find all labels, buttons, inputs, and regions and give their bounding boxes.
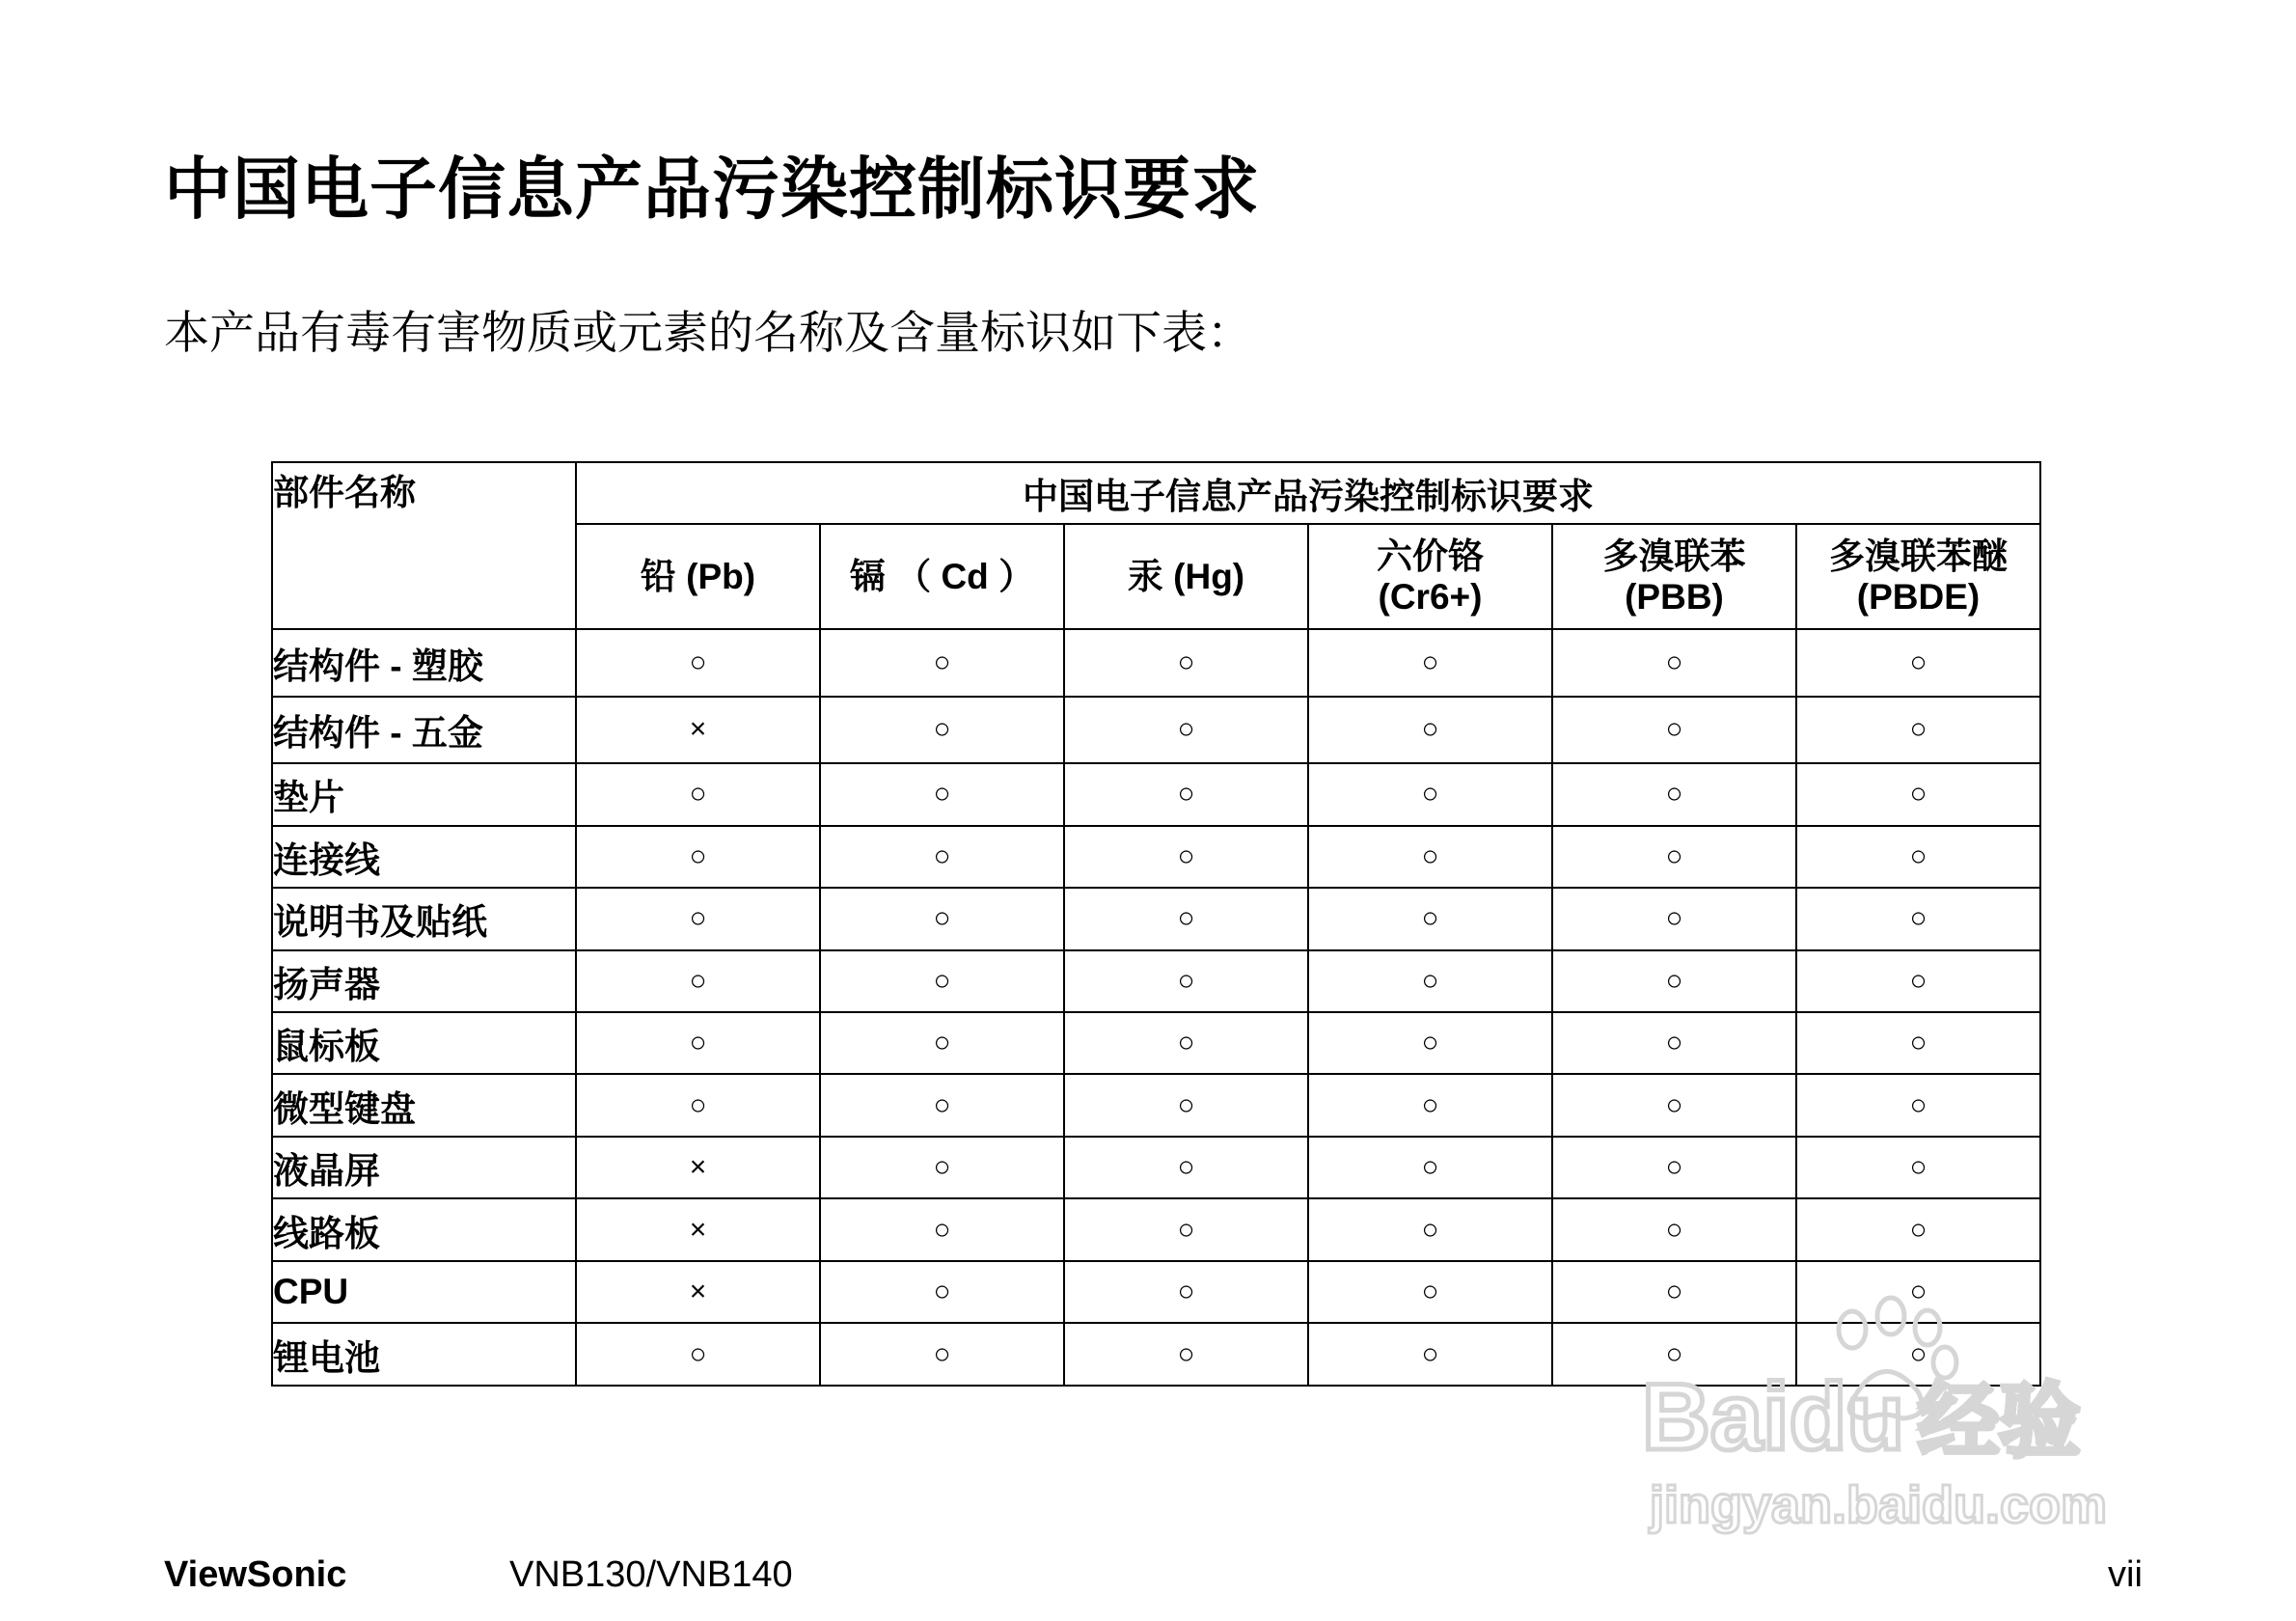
substance-mark: ○ [1552, 1074, 1796, 1136]
substance-mark: ○ [820, 826, 1064, 888]
substance-mark: ○ [1308, 1323, 1552, 1386]
substance-mark: ○ [820, 1137, 1064, 1198]
substance-mark: ○ [1064, 1261, 1308, 1323]
substance-mark: ○ [1796, 888, 2040, 949]
substance-mark: ○ [1308, 697, 1552, 764]
group-header: 中国电子信息产品污染控制标识要求 [576, 462, 2040, 524]
substance-mark: ○ [1064, 888, 1308, 949]
substance-mark: ○ [576, 1074, 820, 1136]
substance-mark: ○ [1552, 950, 1796, 1012]
substance-mark: ○ [576, 763, 820, 825]
substance-mark: ○ [576, 1323, 820, 1386]
substance-mark: ○ [1796, 697, 2040, 764]
substance-mark: ○ [1064, 697, 1308, 764]
page-number: vii [2108, 1554, 2143, 1595]
substance-mark: ○ [1308, 1012, 1552, 1074]
substance-mark: ○ [820, 888, 1064, 949]
part-name: 鼠标板 [272, 1012, 576, 1074]
substance-mark: ○ [1064, 950, 1308, 1012]
substance-mark: ○ [1552, 763, 1796, 825]
substance-mark: ○ [820, 629, 1064, 697]
substance-mark: ○ [1552, 1261, 1796, 1323]
table-row [272, 763, 2040, 825]
substance-mark: ○ [1308, 763, 1552, 825]
substance-mark: ○ [1552, 1012, 1796, 1074]
hazardous-substances-table [271, 461, 2041, 1387]
table-row [272, 826, 2040, 888]
substance-mark: ○ [1308, 1137, 1552, 1198]
table-row [272, 888, 2040, 949]
substance-mark: ○ [1308, 888, 1552, 949]
table-row [272, 629, 2040, 697]
table-row [272, 1323, 2040, 1386]
substance-mark: × [576, 1198, 820, 1260]
substance-mark: ○ [1064, 629, 1308, 697]
part-name: 连接线 [272, 826, 576, 888]
substance-mark: × [576, 697, 820, 764]
element-header-cr6: 六价铬 (Cr6+) [1308, 524, 1552, 629]
table-row [272, 1012, 2040, 1074]
substance-mark: ○ [1796, 1323, 2040, 1386]
substance-mark: ○ [820, 763, 1064, 825]
part-name: 微型键盘 [272, 1074, 576, 1136]
part-name: 说明书及贴纸 [272, 888, 576, 949]
part-name: 垫片 [272, 763, 576, 825]
substance-mark: ○ [576, 888, 820, 949]
page-title: 中国电子信息产品污染控制标识要求 [164, 150, 1260, 229]
table-row [272, 1261, 2040, 1323]
substance-mark: ○ [1308, 1198, 1552, 1260]
substance-mark: ○ [1796, 826, 2040, 888]
element-header-pbb: 多溴联苯 (PBB) [1552, 524, 1796, 629]
element-header-pb: 铅 (Pb) [576, 524, 820, 629]
substance-mark: ○ [1796, 763, 2040, 825]
substance-mark: ○ [1064, 1012, 1308, 1074]
substance-mark: ○ [1796, 1137, 2040, 1198]
substance-mark: ○ [1552, 826, 1796, 888]
substance-mark: ○ [1064, 1137, 1308, 1198]
table-row [272, 1074, 2040, 1136]
element-header-hg: 汞 (Hg) [1064, 524, 1308, 629]
substance-mark: ○ [1064, 1198, 1308, 1260]
substance-mark: ○ [820, 1012, 1064, 1074]
substance-mark: ○ [1308, 826, 1552, 888]
substance-mark: ○ [820, 1261, 1064, 1323]
substance-mark: ○ [1552, 1137, 1796, 1198]
watermark-url: jingyan.baidu.com [1650, 1476, 2108, 1534]
part-name: 结构件 - 五金 [272, 697, 576, 764]
substance-mark: ○ [1064, 1074, 1308, 1136]
substance-mark: ○ [820, 1323, 1064, 1386]
substance-mark: ○ [1796, 629, 2040, 697]
part-name: 锂电池 [272, 1323, 576, 1386]
substance-mark: ○ [1796, 950, 2040, 1012]
substance-mark: ○ [1552, 888, 1796, 949]
substance-mark: × [576, 1261, 820, 1323]
substance-mark: ○ [1552, 629, 1796, 697]
watermark-logo-text: Baidu 经验 [1642, 1363, 2081, 1470]
substance-mark: ○ [1064, 1323, 1308, 1386]
substance-mark: ○ [1552, 1323, 1796, 1386]
substance-mark: ○ [1064, 763, 1308, 825]
element-header-cd: 镉 （ Cd ） [820, 524, 1064, 629]
substance-mark: ○ [1552, 1198, 1796, 1260]
substance-mark: ○ [1796, 1012, 2040, 1074]
substance-mark: ○ [1308, 950, 1552, 1012]
part-name: CPU [272, 1261, 576, 1323]
substance-mark: × [576, 1137, 820, 1198]
substance-mark: ○ [820, 697, 1064, 764]
element-header-pbde: 多溴联苯醚 (PBDE) [1796, 524, 2040, 629]
substance-mark: ○ [1796, 1074, 2040, 1136]
part-name: 结构件 - 塑胶 [272, 629, 576, 697]
part-name: 扬声器 [272, 950, 576, 1012]
table-row [272, 1198, 2040, 1260]
substance-mark: ○ [820, 1198, 1064, 1260]
footer-model: VNB130/VNB140 [509, 1554, 793, 1595]
substance-mark: ○ [820, 950, 1064, 1012]
substance-mark: ○ [820, 1074, 1064, 1136]
table-row [272, 697, 2040, 764]
table-row [272, 1137, 2040, 1198]
substance-mark: ○ [576, 1012, 820, 1074]
part-name-header: 部件名称 [272, 462, 576, 629]
substance-mark: ○ [1308, 1074, 1552, 1136]
table-row [272, 950, 2040, 1012]
substance-mark: ○ [1796, 1198, 2040, 1260]
part-name: 线路板 [272, 1198, 576, 1260]
substance-mark: ○ [576, 629, 820, 697]
footer-brand: ViewSonic [164, 1554, 347, 1595]
substance-mark: ○ [576, 950, 820, 1012]
substance-mark: ○ [1796, 1261, 2040, 1323]
substance-mark: ○ [1308, 629, 1552, 697]
substance-mark: ○ [1308, 1261, 1552, 1323]
part-name: 液晶屏 [272, 1137, 576, 1198]
substance-mark: ○ [1552, 697, 1796, 764]
substance-mark: ○ [576, 826, 820, 888]
substance-mark: ○ [1064, 826, 1308, 888]
intro-text: 本产品有毒有害物质或元素的名称及含量标识如下表： [164, 307, 1252, 360]
